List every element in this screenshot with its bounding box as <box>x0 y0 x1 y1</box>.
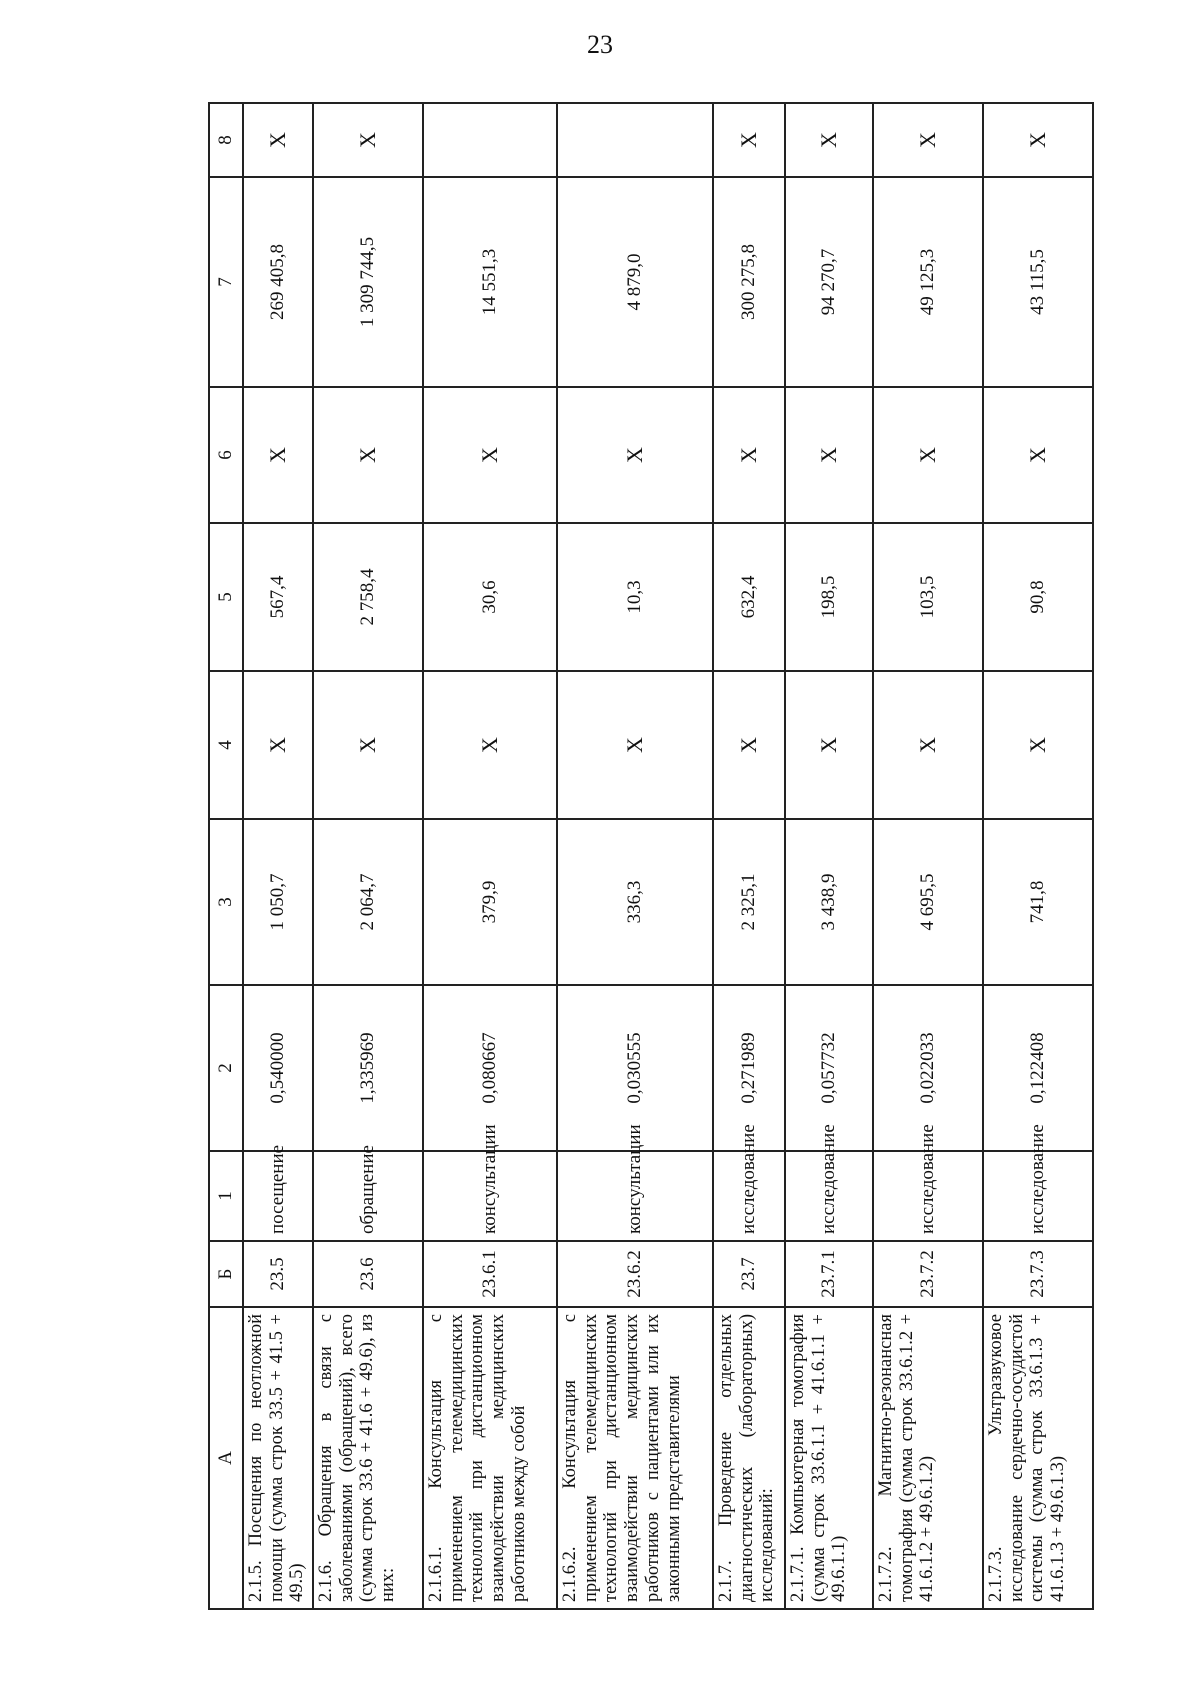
cell-col-7: 300 275,8 <box>713 177 785 387</box>
cell-col-3: 3 438,9 <box>785 819 873 985</box>
column-header-2: 2 <box>209 985 243 1151</box>
cell-col-6: X <box>557 387 713 523</box>
cell-col-4: X <box>983 671 1093 819</box>
cell-col-2: 0,122408 <box>983 985 1093 1151</box>
cell-col-2: 0,030555 <box>557 985 713 1151</box>
table-row <box>785 103 873 1609</box>
cell-col-3: 1 050,7 <box>243 819 313 985</box>
cell-col-4: X <box>313 671 423 819</box>
cell-col-6: X <box>243 387 313 523</box>
table-row <box>557 103 713 1609</box>
row-unit: консультации <box>423 1151 557 1241</box>
cell-col-8: X <box>243 103 313 177</box>
row-code: 23.7.2 <box>873 1241 983 1307</box>
row-code: 23.7.3 <box>983 1241 1093 1307</box>
cell-col-8: X <box>785 103 873 177</box>
cell-col-2: 0,022033 <box>873 985 983 1151</box>
row-code: 23.5 <box>243 1241 313 1307</box>
cell-col-5: 2 758,4 <box>313 523 423 671</box>
row-description: 2.1.7.2. Магнитно-резонансная томография (сумма строк 33.6.1.2 + 41.6.1.2 + 49.6.1.2) <box>873 1307 983 1609</box>
row-description: 2.1.7. Проведение отдельных диагностических (лабораторных) исследований: <box>713 1307 785 1609</box>
cell-col-4: X <box>785 671 873 819</box>
column-header-3: 3 <box>209 819 243 985</box>
cell-col-7: 49 125,3 <box>873 177 983 387</box>
cell-col-7: 14 551,3 <box>423 177 557 387</box>
cell-col-2: 0,540000 <box>243 985 313 1151</box>
column-header-b: Б <box>209 1241 243 1307</box>
cell-col-5: 10,3 <box>557 523 713 671</box>
cell-col-4: X <box>713 671 785 819</box>
row-code: 23.7 <box>713 1241 785 1307</box>
cell-col-2: 0,057732 <box>785 985 873 1151</box>
table-row <box>713 103 785 1609</box>
row-unit: исследование <box>713 1151 785 1241</box>
row-code: 23.6 <box>313 1241 423 1307</box>
column-header-a: А <box>209 1307 243 1609</box>
cell-col-4: X <box>423 671 557 819</box>
row-unit: посещение <box>243 1151 313 1241</box>
header-row <box>209 103 243 1609</box>
table-row <box>983 103 1093 1609</box>
cell-col-5: 198,5 <box>785 523 873 671</box>
cell-col-8: X <box>873 103 983 177</box>
column-header-6: 6 <box>209 387 243 523</box>
cell-col-4: X <box>557 671 713 819</box>
row-code: 23.7.1 <box>785 1241 873 1307</box>
row-unit: исследование <box>785 1151 873 1241</box>
column-header-8: 8 <box>209 103 243 177</box>
cell-col-3: 2 064,7 <box>313 819 423 985</box>
table-row <box>873 103 983 1609</box>
cell-col-7: 94 270,7 <box>785 177 873 387</box>
cell-col-2: 0,271989 <box>713 985 785 1151</box>
cell-col-5: 632,4 <box>713 523 785 671</box>
cell-col-7: 269 405,8 <box>243 177 313 387</box>
cell-col-3: 336,3 <box>557 819 713 985</box>
cell-col-6: X <box>873 387 983 523</box>
cell-col-5: 567,4 <box>243 523 313 671</box>
row-description: 2.1.7.3. Ультразвуковое исследование сердечно-сосудистой системы (сумма строк 33.6.1.3 + 41.6.1.3 + 49.6.1.3) <box>983 1307 1093 1609</box>
column-header-1: 1 <box>209 1151 243 1241</box>
row-unit: обращение <box>313 1151 423 1241</box>
cell-col-7: 43 115,5 <box>983 177 1093 387</box>
cell-col-2: 1,335969 <box>313 985 423 1151</box>
row-unit: консультации <box>557 1151 713 1241</box>
row-code: 23.6.2 <box>557 1241 713 1307</box>
cell-col-5: 103,5 <box>873 523 983 671</box>
cell-col-3: 2 325,1 <box>713 819 785 985</box>
column-header-7: 7 <box>209 177 243 387</box>
cell-col-6: X <box>313 387 423 523</box>
cell-col-4: X <box>873 671 983 819</box>
cell-col-3: 741,8 <box>983 819 1093 985</box>
page-number: 23 <box>587 30 613 59</box>
table-row <box>313 103 423 1609</box>
cell-col-6: X <box>713 387 785 523</box>
cell-col-7: 1 309 744,5 <box>313 177 423 387</box>
rotated-table-frame <box>208 104 1070 1610</box>
cell-col-8: X <box>713 103 785 177</box>
row-description: 2.1.7.1. Компьютерная томография (сумма строк 33.6.1.1 + 41.6.1.1 + 49.6.1.1) <box>785 1307 873 1609</box>
table-container <box>208 104 1070 1610</box>
cell-col-6: X <box>983 387 1093 523</box>
cell-col-8 <box>423 103 557 177</box>
column-header-5: 5 <box>209 523 243 671</box>
cell-col-2: 0,080667 <box>423 985 557 1151</box>
cell-col-5: 30,6 <box>423 523 557 671</box>
cell-col-7: 4 879,0 <box>557 177 713 387</box>
row-description: 2.1.6.1. Консультация с применением телемедицинских технологий при дистанционном взаимодействии медицинских работников между собой <box>423 1307 557 1609</box>
column-header-4: 4 <box>209 671 243 819</box>
cell-col-4: X <box>243 671 313 819</box>
cell-col-6: X <box>423 387 557 523</box>
cell-col-5: 90,8 <box>983 523 1093 671</box>
row-description: 2.1.6. Обращения в связи с заболеваниями (обращений), всего (сумма строк 33.6 + 41.6 + 49.6), из них: <box>313 1307 423 1609</box>
table-row <box>243 103 313 1609</box>
row-description: 2.1.5. Посещения по неотложной помощи (сумма строк 33.5 + 41.5 + 49.5) <box>243 1307 313 1609</box>
cell-col-8 <box>557 103 713 177</box>
cell-col-8: X <box>983 103 1093 177</box>
row-unit: исследование <box>873 1151 983 1241</box>
row-description: 2.1.6.2. Консультация с применением телемедицинских технологий при дистанционном взаимодействии медицинских работников с пациентами или их законными представителями <box>557 1307 713 1609</box>
cell-col-8: X <box>313 103 423 177</box>
cell-col-3: 379,9 <box>423 819 557 985</box>
row-code: 23.6.1 <box>423 1241 557 1307</box>
cell-col-3: 4 695,5 <box>873 819 983 985</box>
row-unit: исследование <box>983 1151 1093 1241</box>
table-row <box>423 103 557 1609</box>
cell-col-6: X <box>785 387 873 523</box>
data-table <box>208 102 1094 1610</box>
